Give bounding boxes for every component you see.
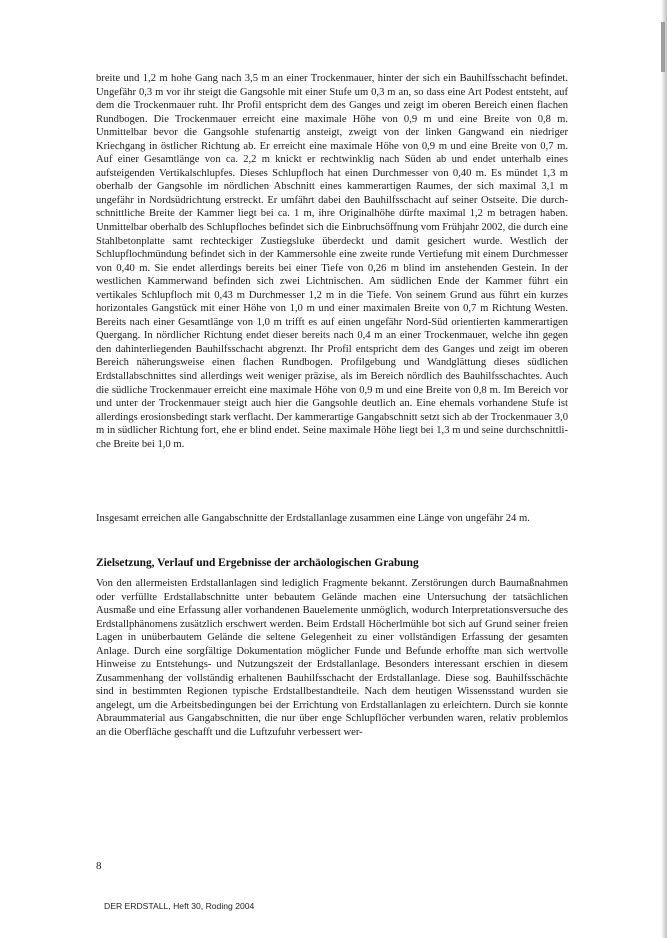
body-paragraph-3 bbox=[96, 577, 568, 757]
paragraph-text: Insgesamt erreichen alle Gangabschnitte der Erdstallanlage zusammen eine Länge von ungefähr 24 m. bbox=[96, 513, 530, 524]
paragraph-text: breite und 1,2 m hohe Gang nach 3,5 m an einer Trockenmauer, hinter der sich ein Bauhilfsschacht befindet. Ungefähr 0,3 m vor ihr steigt die Gangsohle mit einer Stufe um 0,3 m an, so dass eine Art Podest entsteht, auf dem die Trockenmauer ruht. Ihr Profil entspricht dem des Ganges und zeigt im oberen Bereich einen flachen Rundbogen. Die Trockenmauer erreicht eine maximale Höhe von 0,9 m und eine Breite von 0,8 m. Unmittelbar bevor die Gangsohle stufenartig ansteigt, zweigt von der linken Gangwand ein niedriger Kriechgang in östlicher Richtung ab. Er erreicht eine maximale Höhe von 0,9 m und eine Breite von 0,7 m. Auf einer Gesamtlänge von ca. 2,2 m knickt er rechtwinklig nach Süden ab und endet unterhalb eines aufsteigenden Vertikalschlupfes. Dieses Schlupfloch hat einen Durchmesser von 0,40 m. Es mündet 1,3 m oberhalb der Gangsohle im nördlichen Abschnitt eines kammerartigen Raumes, der sich maximal 3,1 m ungefähr in Nordsüdrichtung erstreckt. Er umfährt dabei den Bauhilfsschacht auf seiner Ostseite. Die durchschnittliche Breite der Kammer liegt bei ca. 1 m, ihre Originalhöhe dürfte maximal 1,2 m betragen haben. Unmittelbar oberhalb des Schlupfloches befindet sich die Einbruchsöffnung vom Frühjahr 2002, die durch eine Stahlbetonplatte samt rechteckiger Zustiegsluke überdeckt und damit gesichert wurde. Westlich der Schlupflochmündung befindet sich in der Kammersohle eine zweite runde Vertiefung mit einem Durchmesser von 0,40 m. Sie endet allerdings bereits bei einer Tiefe von 0,26 m blind im anstehenden Gestein. In der westlichen Kammerwand befinden sich zwei Lichtnischen. Am südlichen Ende der Kammer führt ein vertikales Schlupfloch mit 0,43 m Durchmesser 1,2 m in die Tiefe. Von seinem Grund aus führt ein kurzes horizontales Gangstück mit einer Höhe von 1,0 m und einer maximalen Breite von 0,7 m Richtung Westen. Bereits nach einer Gesamtlänge von 1,0 m trifft es auf einen ungefähr Nord-Süd orientierten kammerartigen Quergang. In nördlicher Richtung endet dieser bereits nach 0,4 m an einer Trockenmauer, welche ihn gegen den dahinterliegenden Bauhilfsschacht abgrenzt. Ihr Profil entspricht dem des Ganges und zeigt im oberen Bereich näherungsweise einen flachen Rundbogen. Profilgebung und Wandglättung dieses südlichen Erdstallabschnittes sind allerdings weit weniger präzise, als im Bereich nördlich des Bauhilfsschachtes. Auch die südliche Trockenmauer erreicht eine maximale Höhe von 0,9 m und eine Breite von 0,8 m. Im Bereich vor und unter der Trockenmauer steigt auch hier die Gangsohle deutlich an. Eine ehemals vorhandene Stufe ist allerdings erosionsbedingt stark verflacht. Der kammerartige Gangabschnitt setzt sich ab der Trockenmauer 3,0 m in südlicher Richtung fort, ehe er blind endet. Seine maximale Höhe liegt bei 1,3 m und seine durchschnittliche Breite bei 1,0 m. bbox=[96, 73, 568, 450]
page-number: 8 bbox=[96, 860, 102, 872]
body-paragraph-2 bbox=[96, 512, 568, 542]
page-edge-shadow bbox=[661, 0, 667, 938]
page-footer: DER ERDSTALL, Heft 30, Roding 2004 bbox=[104, 901, 255, 911]
scrollbar-thumb[interactable] bbox=[661, 22, 665, 72]
section-heading: Zielsetzung, Verlauf und Ergebnisse der archäologischen Grabung bbox=[96, 557, 419, 569]
paragraph-text: Von den allermeisten Erdstallanlagen sind lediglich Fragmente bekannt. Zerstörungen durch Baumaßnahmen oder verfüllte Erdstallabschnitte unter bebautem Gelände machen eine Untersuchung der tatsächlichen Ausmaße und eine Erfassung aller vorhandenen Bauelemente unmöglich, wodurch Interpretationsversuche des Erdstallphänomens zusätzlich erschwert werden. Beim Erdstall Höcherlmühle bot sich auf Grund seiner freien Lagen in unüberbautem Gelände die seltene Gelegenheit zu einer vollständigen Erfassung der gesamten Anlage. Durch eine sorgfältige Dokumentation möglicher Funde und Befunde erhoffte man sich wertvolle Hinweise zu Entstehungs- und Nutzungszeit der Erdstallanlage. Besonders interessant erschien in diesem Zusammenhang der vollständig erhaltenen Bauhilfsschacht der Erdstallanlage. Diese sog. Bauhilfsschächte sind in bestimmten Regionen typische Erdstallbestandteile. Nach dem heutigen Wissensstand wurden sie angelegt, um die Arbeitsbedingungen bei der Errichtung von Erdstallanlagen zu erleichtern. Durch sie konnte Abraummaterial aus Gangabschnitten, die nur über enge Schlupflöcher verbunden waren, relativ problemlos an die Oberfläche geschafft und die Luftzufuhr verbessert wer- bbox=[96, 578, 568, 739]
body-paragraph-1 bbox=[96, 72, 568, 512]
